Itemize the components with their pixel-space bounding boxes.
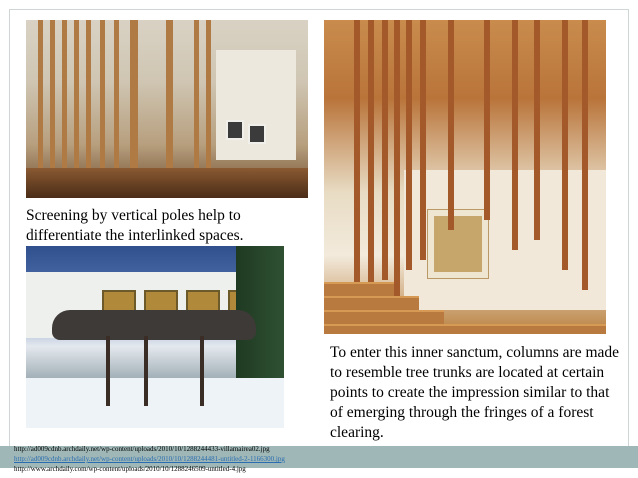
- photo-exterior-canopy: [26, 246, 284, 428]
- source-link-2[interactable]: http://ad009cdnb.archdaily.net/wp-content/uploads/2010/10/1288244481-untitled-2-1166300.jpg: [14, 455, 285, 463]
- source-link-3[interactable]: http://www.archdaily.com/wp-content/uploads/2010/10/1288246509-untitled-4.jpg: [14, 465, 246, 473]
- source-link-1[interactable]: http://ad009cdnb.archdaily.net/wp-content/uploads/2010/10/1288244433-villamairea02.jpg: [14, 445, 270, 453]
- photo-interior-poles: [26, 20, 308, 198]
- source-links: [14, 444, 614, 474]
- photo-entry-columns: [324, 20, 606, 334]
- caption-columns: To enter this inner sanctum, columns are made to resemble tree trunks are located at certain points to create the impression similar to that of emerging through the fringes of a forest clearing.: [330, 344, 620, 441]
- caption-poles: Screening by vertical poles help to differentiate the interlinked spaces.: [26, 206, 318, 246]
